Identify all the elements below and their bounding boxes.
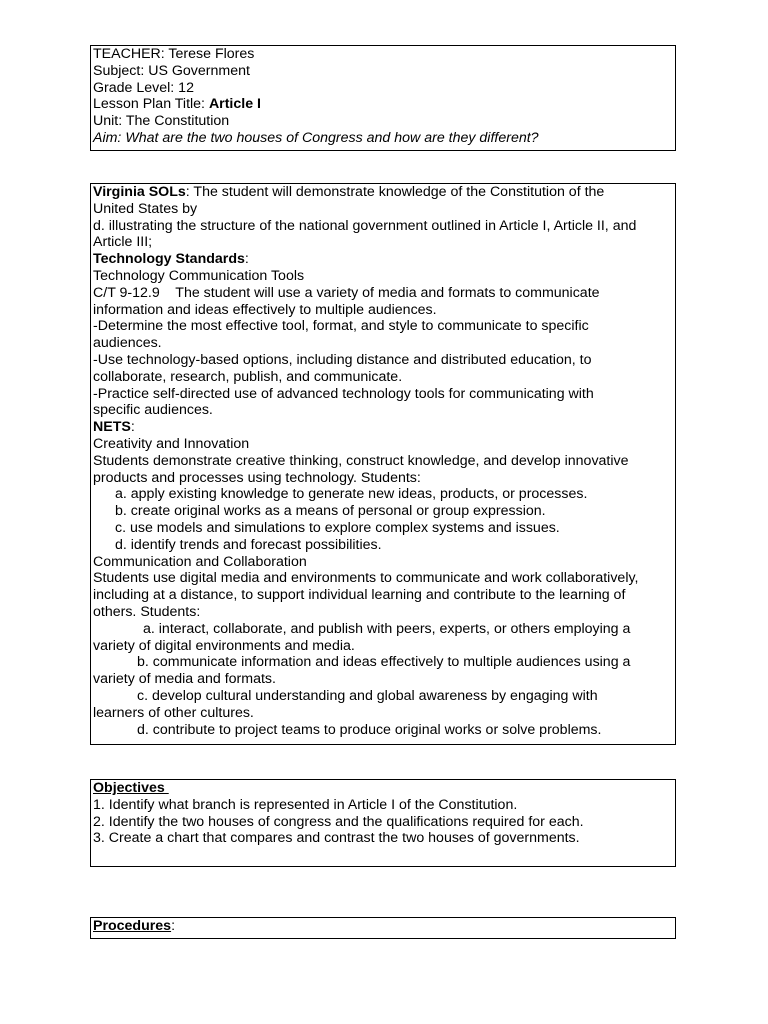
communication-line-1: Students use digital media and environments to communicate and work collaboratively, [93,570,639,587]
nets-heading [93,419,674,436]
communication-title: Communication and Collaboration [93,553,307,570]
sols-d-line-1: d. illustrating the structure of the national government outlined in Article I, Article II, and [93,217,637,234]
procedures-label: Procedures [93,918,172,934]
communication-item-a-2: variety of digital environments and media. [93,637,355,654]
communication-item-a-1: a. interact, collaborate, and publish with peers, experts, or others employing a [143,620,631,637]
aim-line: Aim: What are the two houses of Congress and how are they different? [93,129,539,146]
communication-item-c-1: c. develop cultural understanding and global awareness by engaging with [137,687,598,704]
creativity-item-a: a. apply existing knowledge to generate new ideas, products, or processes. [115,486,588,503]
lesson-title-line [93,96,674,113]
sols-line-2: United States by [93,200,198,217]
dash3-line-1: -Practice self-directed use of advanced technology tools for communicating with [93,385,594,402]
standards-box [90,183,676,745]
tech-subheading: Technology Communication Tools [93,267,305,284]
lesson-title-label: Lesson Plan Title: [93,96,209,113]
communication-line-2: including at a distance, to support individual learning and contribute to the learning of [93,587,626,604]
teacher-line: TEACHER: Terese Flores [93,46,255,62]
sols-line-1 [93,184,674,201]
tech-standards-colon: : [244,251,249,268]
communication-line-3: others. Students: [93,603,201,620]
subject-line: Subject: US Government [93,62,250,79]
procedures-colon: : [171,918,176,934]
tech-standards-heading [93,251,674,268]
lesson-title-value: Article I [208,96,261,113]
creativity-line-1: Students demonstrate creative thinking, construct knowledge, and develop innovative [93,452,629,469]
unit-line: Unit: The Constitution [93,113,230,130]
creativity-item-d: d. identify trends and forecast possibilities. [115,536,382,553]
dash3-line-2: specific audiences. [93,402,213,419]
objectives-heading: Objectives [93,780,169,796]
creativity-item-c: c. use models and simulations to explore complex systems and issues. [115,519,560,536]
lesson-header-box [90,45,676,151]
sols-text-1: : The student will demonstrate knowledge of the Constitution of the [185,184,605,200]
ct-line-2: information and ideas effectively to multiple audiences. [93,301,437,318]
communication-item-b-1: b. communicate information and ideas effectively to multiple audiences using a [137,654,631,671]
communication-item-d: d. contribute to project teams to produce original works or solve problems. [137,721,602,738]
objective-item-1: 1. Identify what branch is represented in Article I of the Constitution. [93,796,518,813]
creativity-title: Creativity and Innovation [93,435,250,452]
communication-item-b-2: variety of media and formats. [93,671,276,688]
tech-standards-label: Technology Standards [93,251,245,268]
dash1-line-1: -Determine the most effective tool, format, and style to communicate to specific [93,318,589,335]
creativity-item-b: b. create original works as a means of personal or group expression. [115,503,546,520]
dash1-line-2: audiences. [93,335,162,352]
dash2-line-2: collaborate, research, publish, and communicate. [93,368,403,385]
objectives-box [90,779,676,867]
nets-label: NETS [93,419,131,436]
communication-item-c-2: learners of other cultures. [93,704,254,721]
procedures-heading [93,918,674,935]
objective-item-3: 3. Create a chart that compares and contrast the two houses of governments. [93,830,580,847]
ct-line-1: C/T 9-12.9 The student will use a variety of media and formats to communicate [93,284,600,301]
sols-d-line-2: Article III; [93,234,153,251]
grade-line: Grade Level: 12 [93,79,194,96]
procedures-box [90,917,676,939]
dash2-line-1: -Use technology-based options, including distance and distributed education, to [93,351,592,368]
sols-label: Virginia SOLs [93,184,186,200]
nets-colon: : [130,419,135,436]
creativity-line-2: products and processes using technology. Students: [93,469,421,486]
objective-item-2: 2. Identify the two houses of congress and the qualifications required for each. [93,813,584,830]
